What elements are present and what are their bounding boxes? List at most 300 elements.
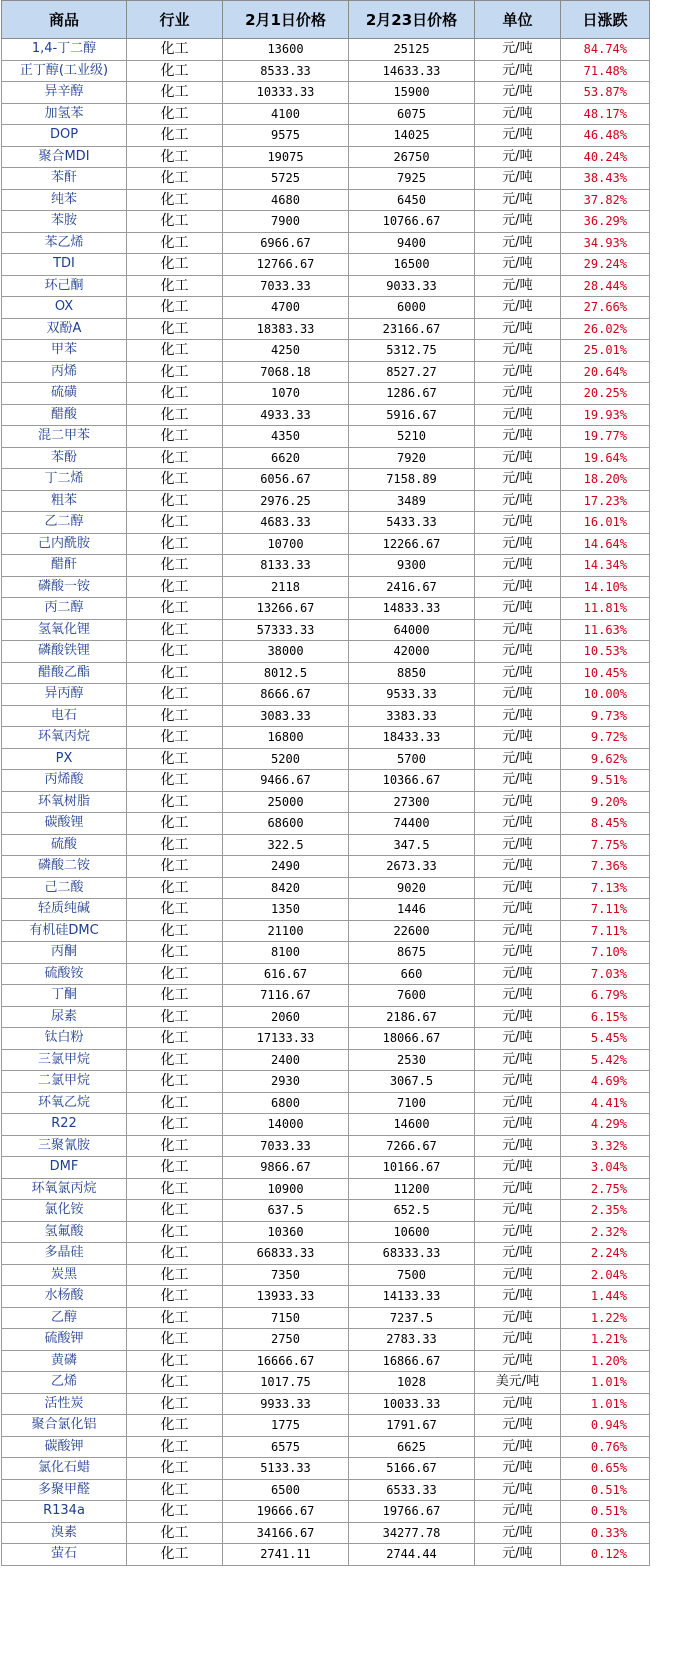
cell-commodity: 粗苯 [2, 490, 127, 512]
cell-industry: 化工 [127, 1049, 223, 1071]
cell-unit: 元/吨 [475, 60, 561, 82]
cell-commodity: 磷酸铁锂 [2, 641, 127, 663]
table-row [2, 361, 650, 383]
cell-industry: 化工 [127, 770, 223, 792]
cell-industry: 化工 [127, 512, 223, 534]
cell-price-feb23: 22600 [349, 920, 475, 942]
table-row [2, 1436, 650, 1458]
cell-commodity: 氯化石蜡 [2, 1458, 127, 1480]
cell-unit: 元/吨 [475, 211, 561, 233]
table-header-row [2, 1, 650, 39]
cell-daily-change: 40.24% [561, 146, 650, 168]
cell-price-feb1: 2976.25 [223, 490, 349, 512]
cell-price-feb1: 2930 [223, 1071, 349, 1093]
cell-industry: 化工 [127, 125, 223, 147]
cell-daily-change: 0.12% [561, 1544, 650, 1566]
cell-industry: 化工 [127, 1028, 223, 1050]
cell-price-feb1: 6056.67 [223, 469, 349, 491]
cell-unit: 元/吨 [475, 942, 561, 964]
cell-price-feb1: 57333.33 [223, 619, 349, 641]
cell-daily-change: 5.45% [561, 1028, 650, 1050]
cell-price-feb1: 8420 [223, 877, 349, 899]
cell-price-feb23: 5433.33 [349, 512, 475, 534]
cell-price-feb23: 7600 [349, 985, 475, 1007]
table-row [2, 684, 650, 706]
cell-price-feb23: 6075 [349, 103, 475, 125]
price-change-table [1, 0, 650, 1566]
cell-price-feb23: 6625 [349, 1436, 475, 1458]
cell-commodity: 混二甲苯 [2, 426, 127, 448]
cell-daily-change: 4.41% [561, 1092, 650, 1114]
cell-daily-change: 1.21% [561, 1329, 650, 1351]
cell-price-feb1: 16800 [223, 727, 349, 749]
cell-unit: 元/吨 [475, 1329, 561, 1351]
table-row [2, 1479, 650, 1501]
cell-unit: 元/吨 [475, 1092, 561, 1114]
cell-daily-change: 2.75% [561, 1178, 650, 1200]
cell-commodity: 萤石 [2, 1544, 127, 1566]
table-row [2, 770, 650, 792]
cell-price-feb1: 9466.67 [223, 770, 349, 792]
cell-daily-change: 53.87% [561, 82, 650, 104]
cell-price-feb23: 9300 [349, 555, 475, 577]
cell-unit: 元/吨 [475, 684, 561, 706]
cell-price-feb23: 14133.33 [349, 1286, 475, 1308]
cell-commodity: OX [2, 297, 127, 319]
cell-daily-change: 16.01% [561, 512, 650, 534]
cell-industry: 化工 [127, 1178, 223, 1200]
cell-commodity: 正丁醇(工业级) [2, 60, 127, 82]
cell-price-feb1: 4350 [223, 426, 349, 448]
table-row [2, 1350, 650, 1372]
cell-commodity: 三聚氰胺 [2, 1135, 127, 1157]
cell-industry: 化工 [127, 1221, 223, 1243]
cell-industry: 化工 [127, 1350, 223, 1372]
cell-commodity: 甲苯 [2, 340, 127, 362]
cell-daily-change: 2.35% [561, 1200, 650, 1222]
cell-price-feb23: 16866.67 [349, 1350, 475, 1372]
cell-industry: 化工 [127, 211, 223, 233]
cell-price-feb1: 7068.18 [223, 361, 349, 383]
header-price-feb1: 2月1日价格 [223, 1, 349, 39]
cell-price-feb1: 2060 [223, 1006, 349, 1028]
cell-daily-change: 9.51% [561, 770, 650, 792]
table-row [2, 619, 650, 641]
cell-price-feb23: 8850 [349, 662, 475, 684]
cell-industry: 化工 [127, 576, 223, 598]
cell-price-feb23: 6000 [349, 297, 475, 319]
cell-unit: 元/吨 [475, 318, 561, 340]
cell-price-feb23: 1446 [349, 899, 475, 921]
table-row [2, 146, 650, 168]
cell-price-feb1: 322.5 [223, 834, 349, 856]
cell-industry: 化工 [127, 1522, 223, 1544]
table-row [2, 340, 650, 362]
cell-unit: 元/吨 [475, 125, 561, 147]
cell-price-feb23: 5166.67 [349, 1458, 475, 1480]
cell-price-feb23: 5700 [349, 748, 475, 770]
cell-price-feb1: 8533.33 [223, 60, 349, 82]
cell-price-feb23: 7500 [349, 1264, 475, 1286]
cell-industry: 化工 [127, 146, 223, 168]
cell-daily-change: 18.20% [561, 469, 650, 491]
cell-daily-change: 17.23% [561, 490, 650, 512]
cell-price-feb1: 10360 [223, 1221, 349, 1243]
table-row [2, 1221, 650, 1243]
cell-industry: 化工 [127, 1415, 223, 1437]
table-row [2, 168, 650, 190]
cell-unit: 元/吨 [475, 1135, 561, 1157]
table-row [2, 512, 650, 534]
cell-commodity: 己二酸 [2, 877, 127, 899]
cell-price-feb23: 7920 [349, 447, 475, 469]
cell-price-feb23: 9533.33 [349, 684, 475, 706]
cell-commodity: 硫酸钾 [2, 1329, 127, 1351]
cell-industry: 化工 [127, 727, 223, 749]
cell-unit: 元/吨 [475, 447, 561, 469]
table-row [2, 985, 650, 1007]
cell-unit: 元/吨 [475, 1264, 561, 1286]
cell-unit: 元/吨 [475, 662, 561, 684]
cell-commodity: 硫酸 [2, 834, 127, 856]
cell-price-feb23: 7158.89 [349, 469, 475, 491]
cell-daily-change: 20.25% [561, 383, 650, 405]
cell-daily-change: 9.72% [561, 727, 650, 749]
cell-commodity: TDI [2, 254, 127, 276]
cell-commodity: 硫磺 [2, 383, 127, 405]
cell-daily-change: 9.73% [561, 705, 650, 727]
table-row [2, 1544, 650, 1566]
cell-daily-change: 19.64% [561, 447, 650, 469]
cell-price-feb23: 1028 [349, 1372, 475, 1394]
cell-commodity: 异丙醇 [2, 684, 127, 706]
cell-commodity: 聚合氯化铝 [2, 1415, 127, 1437]
table-row [2, 705, 650, 727]
table-row [2, 275, 650, 297]
table-row [2, 1329, 650, 1351]
table-row [2, 1307, 650, 1329]
table-row [2, 232, 650, 254]
table-row [2, 856, 650, 878]
cell-industry: 化工 [127, 39, 223, 61]
cell-price-feb23: 18066.67 [349, 1028, 475, 1050]
cell-price-feb1: 6500 [223, 1479, 349, 1501]
cell-industry: 化工 [127, 1114, 223, 1136]
cell-unit: 元/吨 [475, 1178, 561, 1200]
cell-industry: 化工 [127, 598, 223, 620]
cell-unit: 元/吨 [475, 1028, 561, 1050]
cell-unit: 元/吨 [475, 770, 561, 792]
header-daily-change: 日涨跌 [561, 1, 650, 39]
cell-price-feb23: 10766.67 [349, 211, 475, 233]
cell-daily-change: 1.22% [561, 1307, 650, 1329]
cell-commodity: 钛白粉 [2, 1028, 127, 1050]
cell-daily-change: 1.44% [561, 1286, 650, 1308]
cell-price-feb1: 4100 [223, 103, 349, 125]
table-row [2, 1522, 650, 1544]
cell-commodity: 环氧乙烷 [2, 1092, 127, 1114]
cell-unit: 元/吨 [475, 963, 561, 985]
cell-commodity: 丁酮 [2, 985, 127, 1007]
cell-commodity: 环氧树脂 [2, 791, 127, 813]
cell-industry: 化工 [127, 985, 223, 1007]
cell-unit: 元/吨 [475, 1415, 561, 1437]
cell-industry: 化工 [127, 1436, 223, 1458]
cell-unit: 元/吨 [475, 469, 561, 491]
table-row [2, 748, 650, 770]
cell-price-feb1: 12766.67 [223, 254, 349, 276]
cell-daily-change: 19.77% [561, 426, 650, 448]
cell-daily-change: 37.82% [561, 189, 650, 211]
cell-price-feb1: 3083.33 [223, 705, 349, 727]
cell-commodity: 磷酸二铵 [2, 856, 127, 878]
cell-industry: 化工 [127, 641, 223, 663]
cell-commodity: 丙烯酸 [2, 770, 127, 792]
cell-industry: 化工 [127, 1157, 223, 1179]
cell-price-feb1: 4680 [223, 189, 349, 211]
cell-daily-change: 48.17% [561, 103, 650, 125]
cell-price-feb1: 8012.5 [223, 662, 349, 684]
cell-price-feb23: 2530 [349, 1049, 475, 1071]
cell-price-feb1: 18383.33 [223, 318, 349, 340]
cell-commodity: 乙烯 [2, 1372, 127, 1394]
cell-price-feb23: 18433.33 [349, 727, 475, 749]
cell-industry: 化工 [127, 103, 223, 125]
cell-commodity: 醋酐 [2, 555, 127, 577]
cell-commodity: PX [2, 748, 127, 770]
cell-daily-change: 6.79% [561, 985, 650, 1007]
cell-industry: 化工 [127, 856, 223, 878]
cell-commodity: 醋酸乙酯 [2, 662, 127, 684]
cell-price-feb1: 25000 [223, 791, 349, 813]
cell-industry: 化工 [127, 813, 223, 835]
cell-unit: 元/吨 [475, 297, 561, 319]
cell-commodity: 己内酰胺 [2, 533, 127, 555]
table-row [2, 662, 650, 684]
cell-price-feb23: 2744.44 [349, 1544, 475, 1566]
cell-industry: 化工 [127, 1243, 223, 1265]
table-row [2, 1092, 650, 1114]
cell-commodity: 溴素 [2, 1522, 127, 1544]
cell-price-feb1: 6800 [223, 1092, 349, 1114]
table-row [2, 1286, 650, 1308]
cell-unit: 元/吨 [475, 877, 561, 899]
cell-commodity: 活性炭 [2, 1393, 127, 1415]
cell-daily-change: 26.02% [561, 318, 650, 340]
cell-daily-change: 0.51% [561, 1479, 650, 1501]
cell-industry: 化工 [127, 404, 223, 426]
cell-industry: 化工 [127, 1372, 223, 1394]
cell-unit: 元/吨 [475, 404, 561, 426]
table-row [2, 1028, 650, 1050]
cell-price-feb1: 10900 [223, 1178, 349, 1200]
cell-daily-change: 10.00% [561, 684, 650, 706]
cell-daily-change: 71.48% [561, 60, 650, 82]
cell-price-feb23: 7237.5 [349, 1307, 475, 1329]
cell-price-feb23: 12266.67 [349, 533, 475, 555]
table-row [2, 1243, 650, 1265]
cell-unit: 元/吨 [475, 426, 561, 448]
table-row [2, 1006, 650, 1028]
cell-price-feb1: 1350 [223, 899, 349, 921]
cell-industry: 化工 [127, 748, 223, 770]
table-row [2, 1458, 650, 1480]
cell-industry: 化工 [127, 705, 223, 727]
cell-price-feb1: 13266.67 [223, 598, 349, 620]
cell-commodity: 环己酮 [2, 275, 127, 297]
cell-price-feb23: 660 [349, 963, 475, 985]
cell-commodity: DMF [2, 1157, 127, 1179]
cell-daily-change: 7.11% [561, 920, 650, 942]
cell-unit: 元/吨 [475, 1071, 561, 1093]
cell-industry: 化工 [127, 1071, 223, 1093]
cell-daily-change: 1.01% [561, 1393, 650, 1415]
cell-daily-change: 38.43% [561, 168, 650, 190]
cell-industry: 化工 [127, 555, 223, 577]
table-row [2, 834, 650, 856]
cell-unit: 元/吨 [475, 1501, 561, 1523]
cell-price-feb23: 34277.78 [349, 1522, 475, 1544]
cell-daily-change: 4.69% [561, 1071, 650, 1093]
cell-commodity: 三氯甲烷 [2, 1049, 127, 1071]
cell-commodity: 碳酸钾 [2, 1436, 127, 1458]
cell-price-feb1: 2750 [223, 1329, 349, 1351]
cell-daily-change: 10.53% [561, 641, 650, 663]
cell-price-feb1: 7033.33 [223, 275, 349, 297]
cell-daily-change: 46.48% [561, 125, 650, 147]
table-row [2, 318, 650, 340]
cell-price-feb23: 14025 [349, 125, 475, 147]
cell-price-feb1: 4250 [223, 340, 349, 362]
cell-price-feb1: 13600 [223, 39, 349, 61]
cell-industry: 化工 [127, 834, 223, 856]
cell-commodity: R22 [2, 1114, 127, 1136]
cell-daily-change: 11.63% [561, 619, 650, 641]
cell-price-feb1: 13933.33 [223, 1286, 349, 1308]
cell-price-feb1: 19666.67 [223, 1501, 349, 1523]
cell-commodity: 乙醇 [2, 1307, 127, 1329]
cell-price-feb1: 38000 [223, 641, 349, 663]
cell-daily-change: 0.33% [561, 1522, 650, 1544]
cell-price-feb23: 25125 [349, 39, 475, 61]
table-row [2, 920, 650, 942]
cell-price-feb1: 7900 [223, 211, 349, 233]
cell-daily-change: 10.45% [561, 662, 650, 684]
cell-industry: 化工 [127, 1135, 223, 1157]
cell-price-feb1: 5200 [223, 748, 349, 770]
cell-price-feb23: 3067.5 [349, 1071, 475, 1093]
cell-daily-change: 34.93% [561, 232, 650, 254]
table-row [2, 1157, 650, 1179]
table-row [2, 297, 650, 319]
cell-commodity: 苯胺 [2, 211, 127, 233]
cell-unit: 元/吨 [475, 232, 561, 254]
cell-price-feb23: 5210 [349, 426, 475, 448]
cell-price-feb23: 2186.67 [349, 1006, 475, 1028]
cell-price-feb23: 6533.33 [349, 1479, 475, 1501]
cell-daily-change: 5.42% [561, 1049, 650, 1071]
cell-price-feb23: 9033.33 [349, 275, 475, 297]
table-row [2, 383, 650, 405]
cell-daily-change: 0.76% [561, 1436, 650, 1458]
cell-industry: 化工 [127, 1544, 223, 1566]
cell-unit: 元/吨 [475, 856, 561, 878]
cell-price-feb1: 10333.33 [223, 82, 349, 104]
cell-industry: 化工 [127, 426, 223, 448]
cell-commodity: 丙酮 [2, 942, 127, 964]
cell-commodity: 磷酸一铵 [2, 576, 127, 598]
cell-price-feb23: 5916.67 [349, 404, 475, 426]
cell-unit: 元/吨 [475, 1544, 561, 1566]
cell-industry: 化工 [127, 361, 223, 383]
cell-industry: 化工 [127, 1200, 223, 1222]
table-row [2, 189, 650, 211]
cell-daily-change: 14.64% [561, 533, 650, 555]
cell-price-feb23: 74400 [349, 813, 475, 835]
cell-commodity: 氢氟酸 [2, 1221, 127, 1243]
table-row [2, 1135, 650, 1157]
cell-commodity: 尿素 [2, 1006, 127, 1028]
cell-industry: 化工 [127, 942, 223, 964]
cell-unit: 元/吨 [475, 1157, 561, 1179]
cell-commodity: 醋酸 [2, 404, 127, 426]
cell-daily-change: 0.65% [561, 1458, 650, 1480]
cell-daily-change: 3.32% [561, 1135, 650, 1157]
cell-price-feb1: 8133.33 [223, 555, 349, 577]
cell-daily-change: 2.24% [561, 1243, 650, 1265]
table-row [2, 125, 650, 147]
cell-price-feb23: 14633.33 [349, 60, 475, 82]
table-row [2, 1200, 650, 1222]
cell-daily-change: 14.34% [561, 555, 650, 577]
cell-unit: 元/吨 [475, 555, 561, 577]
cell-price-feb1: 14000 [223, 1114, 349, 1136]
cell-daily-change: 9.20% [561, 791, 650, 813]
cell-unit: 元/吨 [475, 920, 561, 942]
cell-daily-change: 19.93% [561, 404, 650, 426]
cell-price-feb23: 11200 [349, 1178, 475, 1200]
table-row [2, 877, 650, 899]
cell-price-feb1: 4700 [223, 297, 349, 319]
cell-price-feb1: 7033.33 [223, 1135, 349, 1157]
cell-unit: 元/吨 [475, 1006, 561, 1028]
cell-unit: 元/吨 [475, 254, 561, 276]
cell-price-feb1: 9866.67 [223, 1157, 349, 1179]
cell-price-feb23: 23166.67 [349, 318, 475, 340]
cell-daily-change: 27.66% [561, 297, 650, 319]
table-row [2, 60, 650, 82]
cell-daily-change: 14.10% [561, 576, 650, 598]
cell-price-feb1: 2118 [223, 576, 349, 598]
cell-daily-change: 2.32% [561, 1221, 650, 1243]
cell-industry: 化工 [127, 1501, 223, 1523]
cell-price-feb23: 9400 [349, 232, 475, 254]
cell-industry: 化工 [127, 619, 223, 641]
cell-industry: 化工 [127, 877, 223, 899]
cell-industry: 化工 [127, 1329, 223, 1351]
cell-price-feb1: 2400 [223, 1049, 349, 1071]
cell-price-feb23: 7925 [349, 168, 475, 190]
cell-unit: 元/吨 [475, 103, 561, 125]
cell-daily-change: 7.03% [561, 963, 650, 985]
cell-unit: 元/吨 [475, 82, 561, 104]
cell-daily-change: 9.62% [561, 748, 650, 770]
cell-daily-change: 1.01% [561, 1372, 650, 1394]
cell-commodity: R134a [2, 1501, 127, 1523]
cell-price-feb1: 10700 [223, 533, 349, 555]
table-row [2, 1393, 650, 1415]
cell-price-feb1: 68600 [223, 813, 349, 835]
